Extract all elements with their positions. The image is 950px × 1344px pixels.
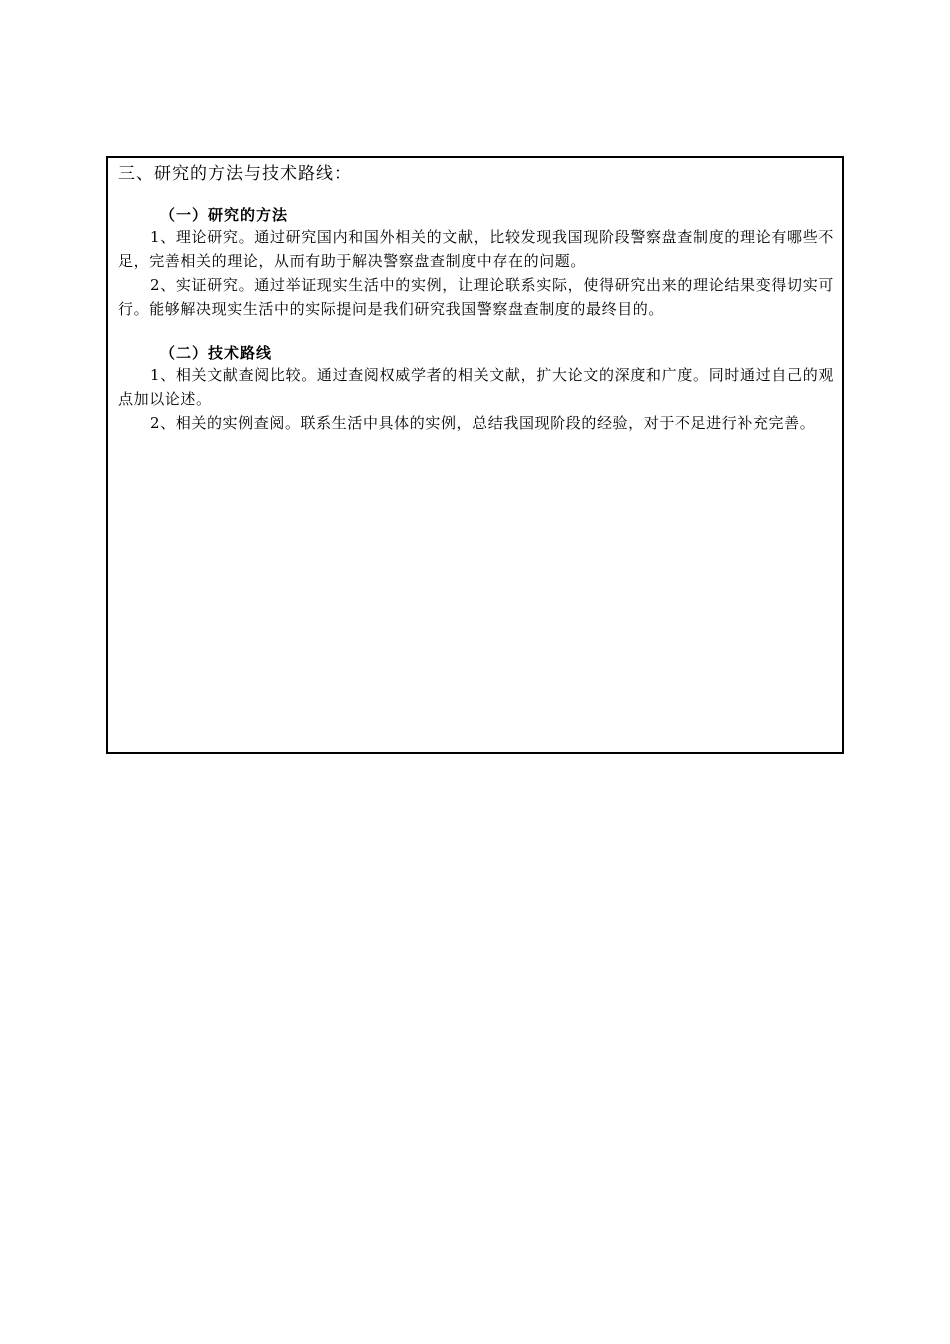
- route-paragraph-2: 2、相关的实例查阅。联系生活中具体的实例，总结我国现阶段的经验，对于不足进行补充完善。: [150, 414, 816, 432]
- section-title: 三、研究的方法与技术路线：: [118, 164, 352, 184]
- route-paragraph-1: 1、相关文献查阅比较。通过查阅权威学者的相关文献，扩大论文的深度和广度。同时通过自己的观点加以论述。: [118, 366, 834, 408]
- methods-paragraph-2: 2、实证研究。通过举证现实生活中的实例，让理论联系实际，使得研究出来的理论结果变得切实可行。能够解决现实生活中的实际提问是我们研究我国警察盘查制度的最终目的。: [118, 276, 834, 318]
- form-cell-frame: [106, 156, 844, 754]
- methods-paragraph-1: 1、理论研究。通过研究国内和国外相关的文献，比较发现我国现阶段警察盘查制度的理论有哪些不足，完善相关的理论，从而有助于解决警察盘查制度中存在的问题。: [118, 228, 834, 270]
- route-heading: （二）技术路线: [160, 344, 273, 362]
- cell-content: [118, 158, 834, 435]
- methods-heading: （一）研究的方法: [160, 206, 289, 224]
